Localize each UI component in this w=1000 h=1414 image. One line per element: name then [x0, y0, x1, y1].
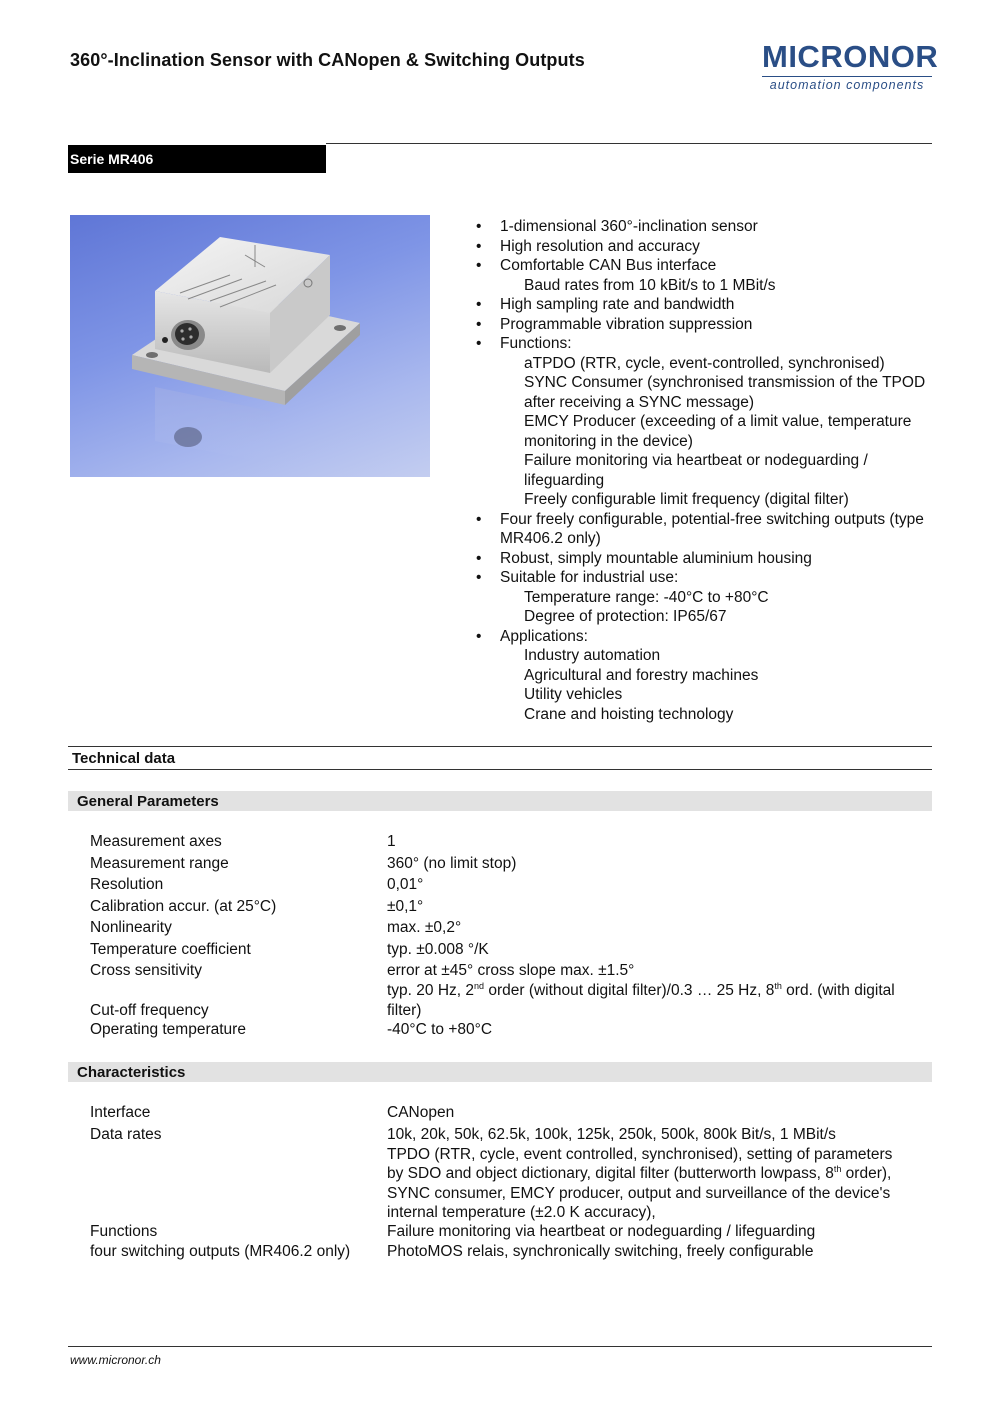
- datarates-value: 10k, 20k, 50k, 62.5k, 100k, 125k, 250k, 500k, 800k Bit/s, 1 MBit/s: [387, 1126, 836, 1143]
- footer-url: www.micronor.ch: [70, 1353, 161, 1367]
- logo-rule: [762, 76, 932, 77]
- feature-text: Utility vehicles: [524, 686, 623, 703]
- footer-rule: [68, 1346, 932, 1347]
- feature-item: [474, 490, 944, 510]
- bullet-icon: •: [476, 549, 482, 567]
- bullet-icon: •: [476, 510, 482, 528]
- optemp-key: Operating temperature: [90, 1021, 246, 1038]
- feature-text: Suitable for industrial use:: [500, 569, 679, 586]
- series-divider: [326, 143, 932, 144]
- param-value: error at ±45° cross slope max. ±1.5°: [387, 962, 635, 979]
- feature-item: [474, 588, 944, 608]
- feature-text: Temperature range: -40°C to +80°C: [524, 588, 769, 606]
- feature-item: [474, 412, 944, 451]
- bullet-icon: •: [476, 627, 482, 645]
- feature-item: [474, 334, 944, 354]
- optemp-value: -40°C to +80°C: [387, 1021, 493, 1038]
- param-value: 1: [387, 833, 396, 850]
- feature-item: [474, 510, 944, 549]
- feature-item: [474, 354, 944, 374]
- feature-text: EMCY Producer (exceeding of a limit value, temperature monitoring in the device): [524, 413, 912, 450]
- param-key: Resolution: [90, 876, 164, 893]
- feature-text: Failure monitoring via heartbeat or nodeguarding / lifeguarding: [524, 452, 868, 489]
- feature-text: Programmable vibration suppression: [500, 315, 753, 333]
- feature-text: Comfortable CAN Bus interface: [500, 257, 717, 274]
- param-key: Measurement range: [90, 854, 229, 872]
- bullet-icon: •: [476, 569, 482, 586]
- sensor-illustration: [70, 215, 430, 477]
- feature-item: [474, 666, 944, 686]
- feature-text: Crane and hoisting technology: [524, 705, 734, 723]
- param-key: Calibration accur. (at 25°C): [90, 897, 277, 915]
- datarates-key: Data rates: [90, 1126, 162, 1143]
- logo-tagline: automation components: [769, 78, 925, 92]
- page-title: 360°-Inclination Sensor with CANopen & Switching Outputs: [70, 50, 585, 70]
- bullet-icon: •: [476, 237, 482, 255]
- feature-text: 1-dimensional 360°-inclination sensor: [500, 218, 758, 235]
- tech-top-rule: [68, 746, 932, 747]
- general-parameters-title: General Parameters: [77, 793, 219, 810]
- param-value: 0,01°: [387, 876, 424, 893]
- param-key: Nonlinearity: [90, 919, 172, 936]
- bullet-icon: •: [476, 257, 482, 274]
- series-bar: [68, 145, 326, 173]
- cutoff-key: Cut-off frequency: [90, 1001, 209, 1019]
- technical-data-heading: Technical data: [72, 750, 176, 767]
- characteristics-header: [68, 1062, 932, 1082]
- feature-text: High resolution and accuracy: [500, 237, 700, 255]
- tech-bottom-rule: [68, 769, 932, 770]
- company-logo: [762, 39, 939, 96]
- feature-item: [474, 451, 944, 490]
- logo-wordmark: MICRONOR: [762, 39, 939, 74]
- bullet-icon: •: [476, 315, 482, 333]
- feature-item: [474, 549, 944, 569]
- bullet-icon: •: [476, 296, 482, 313]
- feature-item: [474, 607, 944, 627]
- feature-text: Functions:: [500, 335, 572, 352]
- feature-item: [474, 627, 944, 647]
- series-label: Serie MR406: [70, 151, 154, 167]
- feature-text: SYNC Consumer (synchronised transmission of the TPOD after receiving a SYNC message): [524, 374, 926, 411]
- param-key: Cross sensitivity: [90, 962, 202, 979]
- bullet-icon: •: [476, 335, 482, 352]
- param-value: ±0,1°: [387, 897, 424, 915]
- feature-text: Four freely configurable, potential-free switching outputs (type MR406.2 only): [500, 510, 924, 547]
- interface-value: CANopen: [387, 1104, 455, 1121]
- characteristics-title: Characteristics: [77, 1064, 186, 1081]
- feature-list: [474, 217, 944, 724]
- product-photo: [70, 215, 430, 477]
- interface-key: Interface: [90, 1104, 151, 1121]
- cutoff-value: typ. 20 Hz, 2nd order (without digital filter)/0.3 … 25 Hz, 8th ord. (with digital filter): [387, 981, 895, 1019]
- bullet-icon: •: [476, 218, 482, 235]
- feature-text: Robust, simply mountable aluminium housing: [500, 549, 812, 567]
- feature-text: Industry automation: [524, 647, 661, 664]
- feature-item: [474, 705, 944, 725]
- functions-monitoring: Failure monitoring via heartbeat or nodeguarding / lifeguarding: [387, 1223, 816, 1240]
- feature-text: aTPDO (RTR, cycle, event-controlled, synchronised): [524, 354, 885, 372]
- switching-value: PhotoMOS relais, synchronically switching, freely configurable: [387, 1243, 814, 1260]
- feature-item: [474, 237, 944, 257]
- feature-item: [474, 568, 944, 588]
- param-key: Measurement axes: [90, 833, 222, 850]
- feature-item: [474, 646, 944, 666]
- param-value: 360° (no limit stop): [387, 854, 517, 872]
- feature-item: [474, 276, 944, 296]
- general-parameters-header: [68, 791, 932, 811]
- feature-text: Agricultural and forestry machines: [524, 666, 759, 684]
- param-value: max. ±0,2°: [387, 919, 462, 936]
- feature-text: Applications:: [500, 627, 588, 645]
- feature-item: [474, 295, 944, 315]
- param-key: Temperature coefficient: [90, 940, 251, 958]
- feature-text: High sampling rate and bandwidth: [500, 296, 735, 313]
- feature-text: Freely configurable limit frequency (digital filter): [524, 491, 849, 508]
- feature-item: [474, 315, 944, 335]
- feature-item: [474, 256, 944, 276]
- param-value: typ. ±0.008 °/K: [387, 940, 489, 958]
- functions-key: Functions: [90, 1223, 158, 1240]
- feature-item: [474, 685, 944, 705]
- feature-text: Baud rates from 10 kBit/s to 1 MBit/s: [524, 276, 776, 294]
- feature-item: [474, 217, 944, 237]
- feature-text: Degree of protection: IP65/67: [524, 608, 727, 625]
- functions-value: TPDO (RTR, cycle, event controlled, synchronised), setting of parameters by SDO and object dictionary, digital filter (butterworth lowpass, 8th order), SYNC consumer, EMCY producer, output and surveillance of the device's internal temperature (±2.0 K accuracy),: [387, 1145, 893, 1221]
- switching-key: four switching outputs (MR406.2 only): [90, 1243, 351, 1260]
- feature-item: [474, 373, 944, 412]
